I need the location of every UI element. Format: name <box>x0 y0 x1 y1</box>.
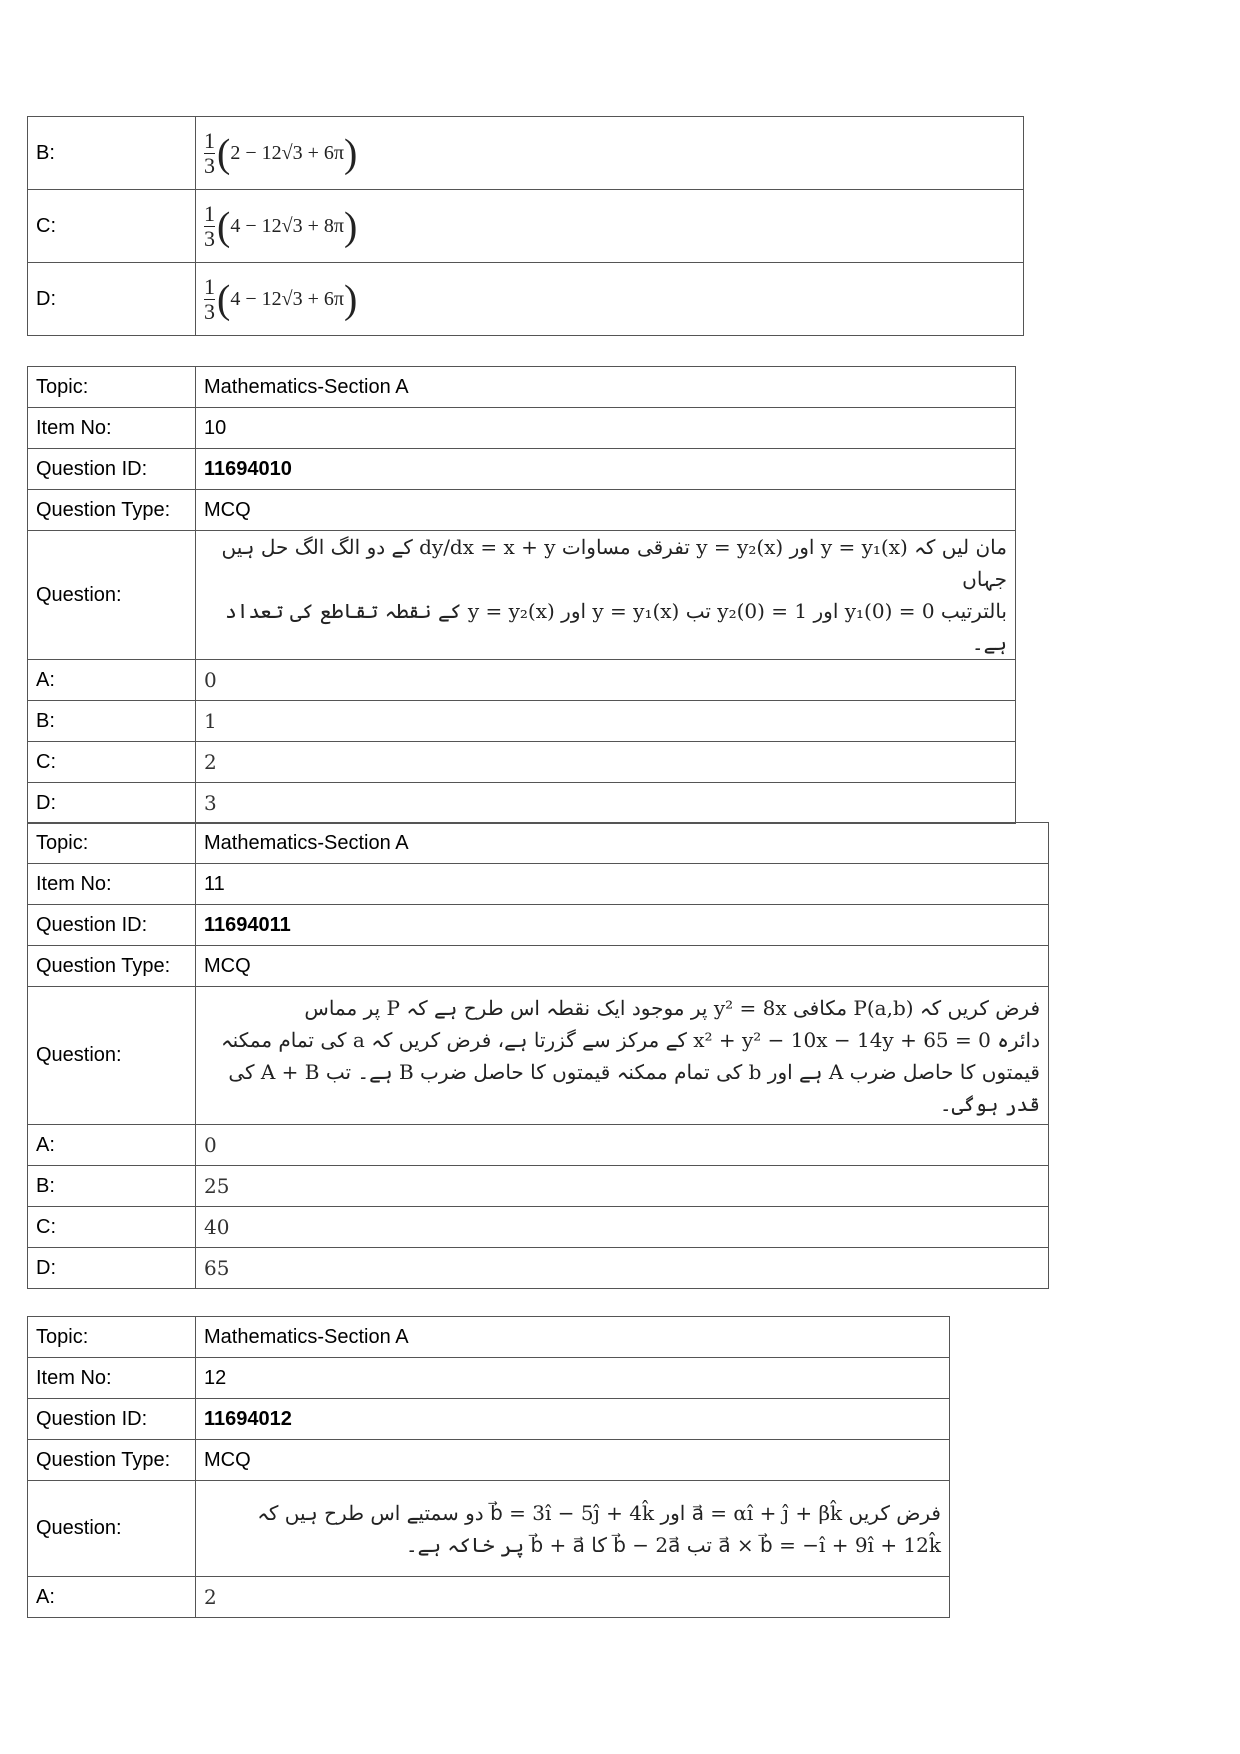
question-type-value: MCQ <box>196 946 1049 987</box>
option-d-value: 3 <box>196 783 1016 824</box>
option-a-value: 0 <box>196 660 1016 701</box>
item-no-label: Item No: <box>28 1358 196 1399</box>
prev-question-options-table <box>27 116 1024 336</box>
topic-label: Topic: <box>28 1317 196 1358</box>
option-a-label: A: <box>28 1125 196 1166</box>
option-a-label: A: <box>28 1577 196 1618</box>
option-c-value: 2 <box>196 742 1016 783</box>
item-no-label: Item No: <box>28 408 196 449</box>
item-no-value: 10 <box>196 408 1016 449</box>
option-c-label: C: <box>28 190 196 263</box>
fraction: $\frac{1}{3}$ <box>204 127 215 178</box>
question-12-table <box>27 1316 950 1618</box>
option-d-label: D: <box>28 1248 196 1289</box>
option-d-label: D: <box>28 263 196 336</box>
fraction: $\frac{1}{3}$ <box>204 200 215 251</box>
question-text <box>196 1481 950 1577</box>
item-no-label: Item No: <box>28 864 196 905</box>
option-b-label: B: <box>28 701 196 742</box>
topic-value: Mathematics-Section A <box>196 823 1049 864</box>
question-line: بالترتیب y₁(0) = 0 اور y₂(0) = 1 تب y = y₁(x) اور y = y₂(x) کے نقطہ تقاطع کی تعداد ہے۔ <box>225 599 1007 655</box>
option-c-value: $\frac{1}{3}$ (4 − 12√3 + 8π) <box>196 190 1024 263</box>
question-line: فرض کریں کہ P(a,b) مکافی y² = 8x پر موجود ایک نقطہ اس طرح ہے کہ P پر مماس <box>304 995 1040 1020</box>
question-id-value: 11694012 <box>196 1399 950 1440</box>
question-type-value: MCQ <box>196 1440 950 1481</box>
option-b-value: $\frac{1}{3}$ (2 − 12√3 + 6π) <box>196 117 1024 190</box>
item-no-value: 12 <box>196 1358 950 1399</box>
option-d-label: D: <box>28 783 196 824</box>
option-c-label: C: <box>28 742 196 783</box>
option-a-value: 0 <box>196 1125 1049 1166</box>
topic-value: Mathematics-Section A <box>196 367 1016 408</box>
question-type-value: MCQ <box>196 490 1016 531</box>
question-line: قیمتوں کا حاصل ضرب A ہے اور b کی تمام ممکنہ قیمتوں کا حاصل ضرب B ہے۔ تب A + B کی <box>228 1059 1040 1084</box>
topic-label: Topic: <box>28 367 196 408</box>
option-b-value: 1 <box>196 701 1016 742</box>
question-type-label: Question Type: <box>28 1440 196 1481</box>
question-id-label: Question ID: <box>28 1399 196 1440</box>
question-label: Question: <box>28 987 196 1125</box>
question-type-label: Question Type: <box>28 490 196 531</box>
question-id-value: 11694010 <box>196 449 1016 490</box>
option-b-value: 25 <box>196 1166 1049 1207</box>
question-line: دائرہ x² + y² − 10x − 14y + 65 = 0 کے مرکز سے گزرتا ہے، فرض کریں کہ a کی تمام ممکنہ <box>220 1027 1040 1052</box>
topic-label: Topic: <box>28 823 196 864</box>
question-id-label: Question ID: <box>28 905 196 946</box>
question-label: Question: <box>28 1481 196 1577</box>
question-line: قدر ہوگی۔ <box>939 1091 1040 1116</box>
question-type-label: Question Type: <box>28 946 196 987</box>
option-b-label: B: <box>28 117 196 190</box>
question-11-table <box>27 822 1049 1289</box>
question-line: فرض کریں a⃗ = αî + ĵ + βk̂ اور b⃗ = 3î − 5ĵ + 4k̂ دو سمتیے اس طرح ہیں کہ <box>257 1500 941 1525</box>
item-no-value: 11 <box>196 864 1049 905</box>
option-b-label: B: <box>28 1166 196 1207</box>
option-d-value: $\frac{1}{3}$ (4 − 12√3 + 6π) <box>196 263 1024 336</box>
option-d-value: 65 <box>196 1248 1049 1289</box>
option-a-label: A: <box>28 660 196 701</box>
question-text <box>196 531 1016 660</box>
question-line: مان لیں کہ y = y₁(x) اور y = y₂(x) تفرقی مساوات dy/dx = x + y کے دو الگ الگ حل ہیں جہاں <box>221 535 1007 591</box>
question-10-table <box>27 366 1016 824</box>
question-line: a⃗ × b⃗ = −î + 9î + 12k̂ تب b⃗ − 2a⃗ کا b⃗ + a⃗ پر خاکہ ہے۔ <box>405 1532 941 1557</box>
question-id-label: Question ID: <box>28 449 196 490</box>
option-c-label: C: <box>28 1207 196 1248</box>
fraction: $\frac{1}{3}$ <box>204 273 215 324</box>
question-label: Question: <box>28 531 196 660</box>
question-id-value: 11694011 <box>196 905 1049 946</box>
topic-value: Mathematics-Section A <box>196 1317 950 1358</box>
question-text <box>196 987 1049 1125</box>
option-c-value: 40 <box>196 1207 1049 1248</box>
option-a-value: 2 <box>196 1577 950 1618</box>
